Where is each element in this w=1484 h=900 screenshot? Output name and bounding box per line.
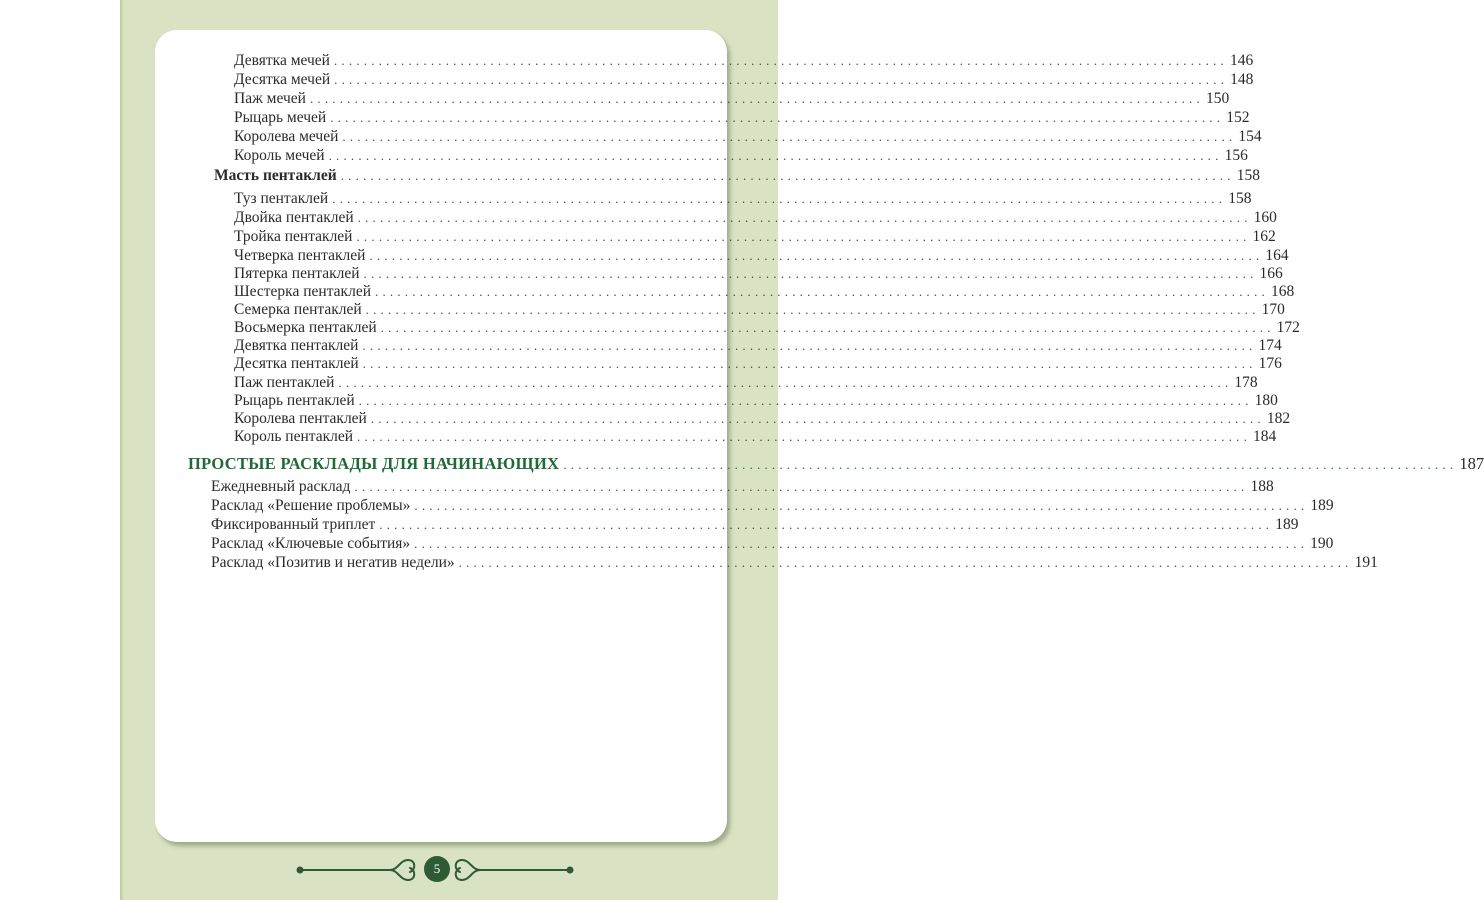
toc-entry-page: 150 [1205,90,1230,107]
toc-entry-page: 146 [1229,52,1254,69]
dot-leader: ........................................................................................................................ [354,479,1249,494]
toc-entry-title: Паж мечей [234,90,306,107]
toc-entry-title: Четверка пентаклей [234,247,366,264]
toc-entry[interactable] [234,301,1285,319]
dot-leader: ........................................................................................................................ [357,429,1252,444]
toc-entry[interactable] [211,478,1274,496]
dot-leader: ........................................................................................................................ [334,72,1229,87]
toc-entry[interactable] [234,90,1230,108]
toc-entry-title: Ежедневный расклад [211,478,351,495]
toc-entry-title: Девятка пентаклей [234,337,359,354]
toc-entry-page: 148 [1230,71,1254,88]
dot-leader: ........................................................................................................................ [363,266,1258,281]
toc-entry-title: Рыцарь мечей [234,109,327,126]
toc-entry-page: 189 [1275,516,1299,533]
dot-leader: ........................................................................................................................ [414,536,1309,551]
dot-leader: ........................................................................................................................ [338,375,1233,390]
toc-entry-page: 188 [1250,478,1274,495]
toc-entry[interactable] [234,355,1282,373]
page-edge [120,0,124,900]
dot-leader: ........................................................................................................................ [356,229,1251,244]
toc-chapter-heading[interactable] [188,454,1484,474]
toc-entry-page: 191 [1354,554,1378,571]
toc-entry[interactable] [234,410,1291,428]
toc-entry-title: Королева пентаклей [234,410,367,427]
toc-entry[interactable] [234,319,1300,337]
toc-entry-title: Расклад «Позитив и негатив недели» [211,554,455,571]
toc-entry-page: 190 [1310,535,1334,552]
toc-entry[interactable] [234,392,1278,410]
toc-entry-page: 168 [1271,283,1295,300]
toc-entry-title: Рыцарь пентаклей [234,392,355,409]
dot-leader: ........................................................................................................................ [563,457,1458,472]
toc-entry[interactable] [234,52,1254,70]
dot-leader: ........................................................................................................................ [370,411,1265,426]
toc-entry-title: Десятка пентаклей [234,355,359,372]
toc-entry-title: Тройка пентаклей [234,228,353,245]
toc-entry-page: 176 [1258,355,1282,372]
toc-entry-page: 172 [1276,319,1300,336]
toc-entry-page: 184 [1253,428,1277,445]
toc-entry-page: 162 [1252,228,1276,245]
dot-leader: ........................................................................................................................ [328,148,1223,163]
toc-entry-title: Расклад «Ключевые события» [211,535,411,552]
dot-leader: ........................................................................................................................ [340,168,1235,183]
toc-entry-page: 189 [1310,497,1334,514]
toc-entry-page: 166 [1259,265,1283,282]
toc-entry-title: Двойка пентаклей [234,209,354,226]
toc-entry[interactable] [234,374,1258,392]
toc-section-heading[interactable] [214,167,1260,185]
toc-entry-title: Масть пентаклей [214,167,337,184]
toc-entry-page: 187 [1459,454,1484,473]
dot-leader: ........................................................................................................................ [379,517,1274,532]
toc-entry[interactable] [234,337,1282,355]
toc-entry-page: 158 [1228,190,1252,207]
toc-entry[interactable] [211,554,1378,572]
toc-entry-page: 178 [1234,374,1258,391]
toc-entry[interactable] [234,283,1295,301]
dot-leader: ........................................................................................................................ [342,129,1237,144]
toc-entry-page: 158 [1236,167,1260,184]
toc-entry-page: 152 [1226,109,1250,126]
dot-leader: ........................................................................................................................ [358,393,1253,408]
toc-entry-page: 156 [1224,147,1248,164]
toc-entry-title: Семерка пентаклей [234,301,362,318]
toc-entry-page: 170 [1261,301,1285,318]
dot-leader: ........................................................................................................................ [357,210,1252,225]
dot-leader: ........................................................................................................................ [330,110,1225,125]
toc-entry[interactable] [234,190,1252,208]
dot-leader: ........................................................................................................................ [333,53,1228,68]
dot-leader: ........................................................................................................................ [380,320,1275,335]
toc-entry-page: 174 [1258,337,1282,354]
toc-entry-title: Король мечей [234,147,325,164]
dot-leader: ........................................................................................................................ [332,191,1227,206]
toc-entry-title: Расклад «Решение проблемы» [211,497,411,514]
toc-entry-title: Пятерка пентаклей [234,265,360,282]
toc-entry-page: 180 [1254,392,1278,409]
toc-entry-title: Туз пентаклей [234,190,329,207]
dot-leader: ........................................................................................................................ [458,555,1353,570]
dot-leader: ........................................................................................................................ [365,302,1260,317]
dot-leader: ........................................................................................................................ [309,91,1204,106]
toc-entry[interactable] [234,109,1250,127]
dot-leader: ........................................................................................................................ [362,338,1257,353]
toc-entry-title: Паж пентаклей [234,374,335,391]
toc-entry[interactable] [234,147,1248,165]
toc-entry-title: Король пентаклей [234,428,354,445]
toc-entry[interactable] [234,228,1276,246]
toc-entry[interactable] [234,71,1254,89]
toc-entry[interactable] [234,247,1289,265]
toc-entry-title: Восьмерка пентаклей [234,319,377,336]
page-number-badge: 5 [424,856,450,882]
toc-entry-title: Девятка мечей [234,52,330,69]
toc-entry-title: Десятка мечей [234,71,331,88]
toc-entry[interactable] [211,535,1334,553]
toc-entry-title: Королева мечей [234,128,339,145]
dot-leader: ........................................................................................................................ [375,284,1269,299]
toc-entry[interactable] [234,428,1277,446]
toc-entry-title: Шестерка пентаклей [234,283,371,300]
toc-entry[interactable] [234,265,1283,283]
dot-leader: ........................................................................................................................ [414,498,1309,513]
toc-entry-title: ПРОСТЫЕ РАСКЛАДЫ ДЛЯ НАЧИНАЮЩИХ [188,454,560,473]
toc-entry-page: 164 [1265,247,1289,264]
toc-entry[interactable] [234,209,1277,227]
toc-entry-title: Фиксированный триплет [211,516,376,533]
toc-entry[interactable] [211,516,1299,534]
dot-leader: ........................................................................................................................ [369,248,1264,263]
toc-entry-page: 154 [1238,128,1262,145]
toc-entry-page: 182 [1266,410,1291,427]
toc-entry[interactable] [211,497,1334,515]
dot-leader: ........................................................................................................................ [362,356,1257,371]
toc-entry[interactable] [234,128,1262,146]
toc-entry-page: 160 [1253,209,1277,226]
